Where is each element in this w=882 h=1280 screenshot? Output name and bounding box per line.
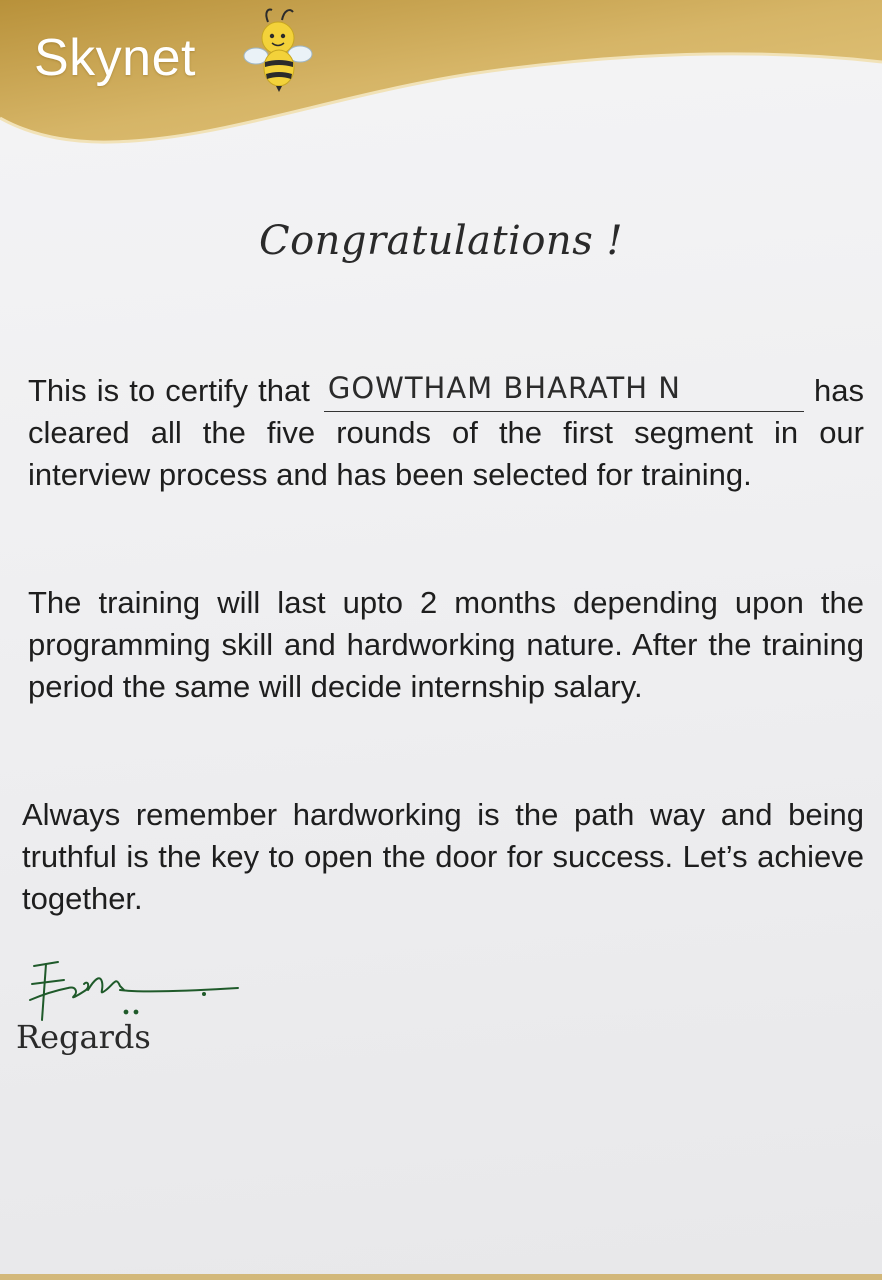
certify-intro-text: This is to certify that [28, 373, 310, 408]
certificate-paragraph-3: Always remember hardworking is the path way and being truthful is the key to open the door for success. Let’s achieve together. [22, 797, 864, 916]
regards-text: Regards [16, 1018, 151, 1056]
bottom-gold-edge [0, 1274, 882, 1280]
certificate-paragraph-1 [28, 370, 864, 496]
certify-rest-text: has cleared all the five rounds of the first segment in our interview process and has been selected for training. [28, 373, 864, 492]
certificate-paragraph-2: The training will last upto 2 months depending upon the programming skill and hardworking nature. After the training period the same will decide internship salary. [28, 585, 864, 704]
congratulations-heading: Congratulations ! [258, 218, 624, 264]
brand-logo-text: Skynet [34, 29, 196, 87]
recipient-name-field [324, 371, 804, 412]
recipient-name: GOWTHAM BHARATH N [327, 371, 681, 405]
bee-mascot-icon [238, 4, 318, 94]
